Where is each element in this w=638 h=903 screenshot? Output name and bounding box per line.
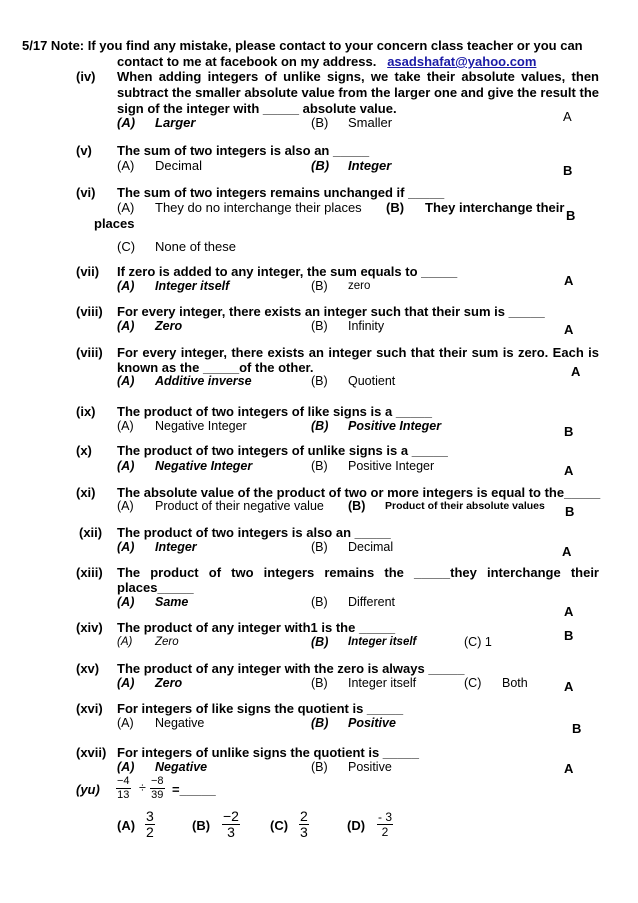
- question-text: The absolute value of the product of two or more integers is equal to the_____: [117, 485, 601, 500]
- option-b-text-continued: places: [94, 216, 135, 231]
- option-b-fraction: [222, 809, 240, 840]
- option-b-text: Smaller: [348, 115, 393, 130]
- option-a-numerator: 3: [146, 808, 154, 824]
- question-number: (xii): [79, 525, 103, 540]
- option-a-label: (A): [117, 200, 135, 215]
- option-d-numerator: - 3: [378, 810, 393, 824]
- question-text: places_____: [117, 580, 194, 595]
- option-b-text: zero: [348, 280, 371, 292]
- question-text: For integers of unlike signs the quotient is _____: [117, 745, 419, 760]
- question-text: subtract the smaller absolute value from the larger one and give the result the: [117, 85, 599, 100]
- option-a-label: (A): [117, 279, 135, 293]
- answer-key: A: [563, 109, 572, 124]
- fraction-1-numerator: −4: [117, 775, 130, 787]
- option-b-label: (B): [311, 374, 328, 388]
- option-a-label: (A): [117, 374, 135, 388]
- question-text: The product of two integers is also an _____: [117, 525, 391, 540]
- option-b-text: Positive Integer: [348, 459, 435, 473]
- question-number: (ix): [76, 404, 96, 419]
- fraction-2-denominator: 39: [151, 789, 164, 801]
- option-a-label: (A): [117, 760, 135, 774]
- option-a-label: (A): [117, 676, 135, 690]
- option-a-label: (A): [117, 459, 135, 473]
- option-a-text: Negative Integer: [155, 459, 253, 473]
- option-c: (C) 1: [464, 635, 492, 649]
- option-a-fraction: [145, 809, 155, 840]
- answer-key: A: [564, 463, 574, 478]
- answer-key: A: [564, 322, 574, 337]
- option-a-label: (A): [117, 540, 135, 554]
- option-b-label: (B): [311, 595, 328, 609]
- question-text: The product of any integer with the zero is always _____: [117, 661, 465, 676]
- option-a-label: (A): [117, 319, 135, 333]
- note-line-1: 5/17 Note: If you find any mistake, please contact to your concern class teacher or you can: [22, 38, 583, 53]
- option-d-fraction: [377, 810, 393, 839]
- option-a-text: Same: [155, 595, 189, 609]
- option-b-text: Product of their absolute values: [385, 500, 545, 512]
- option-b-label: (B): [311, 279, 328, 293]
- question-number: (viii): [76, 304, 103, 319]
- option-a-text: Integer itself: [155, 279, 230, 293]
- question-number: (xi): [76, 485, 96, 500]
- option-b-numerator: −2: [223, 808, 239, 824]
- option-c-label: (C): [270, 818, 289, 833]
- option-b-label: (B): [311, 760, 328, 774]
- option-a-text: Larger: [155, 115, 196, 130]
- answer-key: A: [564, 761, 574, 776]
- option-b-label: (B): [348, 499, 366, 513]
- option-c-label: (C): [117, 239, 136, 254]
- option-c-fraction: [299, 809, 309, 840]
- answer-key: A: [564, 679, 574, 694]
- option-c-numerator: 2: [300, 808, 308, 824]
- answer-key: B: [566, 208, 576, 223]
- question-text: For every integer, there exists an integer such that their sum is zero. Each is: [117, 345, 599, 360]
- question-number: (viii): [76, 345, 103, 360]
- question-text: sign of the integer with _____ absolute value.: [117, 101, 397, 116]
- option-b-label: (B): [192, 818, 211, 833]
- option-b-text: Quotient: [348, 374, 396, 388]
- fraction-2: [150, 775, 165, 802]
- answer-key: B: [563, 163, 573, 178]
- option-a-text: Additive inverse: [155, 374, 252, 388]
- option-a-label: (A): [117, 636, 133, 648]
- question-text: The sum of two integers remains unchanged if _____: [117, 185, 445, 200]
- question-text: The product of any integer with1 is the _____: [117, 620, 396, 635]
- option-b-label: (B): [311, 716, 329, 730]
- option-b-label: (B): [311, 459, 328, 473]
- question-number: (xiii): [76, 565, 103, 580]
- option-b-label: (B): [311, 540, 328, 554]
- question-text: The sum of two integers is also an _____: [117, 143, 370, 158]
- question-number: (xv): [76, 661, 100, 676]
- option-b-text: Infinity: [348, 319, 385, 333]
- email-link[interactable]: asadshafat@yahoo.com: [387, 54, 537, 69]
- option-a-label: (A): [117, 716, 134, 730]
- option-a-label: (A): [117, 115, 136, 130]
- option-c-text: None of these: [155, 239, 236, 254]
- option-b-text: Integer itself: [348, 636, 417, 648]
- option-a-text: Zero: [155, 319, 183, 333]
- option-a-text: Negative Integer: [155, 419, 247, 433]
- divide-symbol: ÷: [139, 781, 146, 795]
- question-text: The product of two integers remains the _____they interchange their: [117, 565, 599, 580]
- option-a-text: They do no interchange their places: [155, 200, 362, 215]
- equals-blank: =_____: [172, 782, 216, 797]
- question-text: The product of two integers of unlike signs is a _____: [117, 443, 448, 458]
- question-number: (xiv): [76, 620, 103, 635]
- answer-key: A: [564, 604, 574, 619]
- option-b-label: (B): [311, 676, 328, 690]
- fraction-1-denominator: 13: [117, 789, 130, 801]
- option-b-label: (B): [311, 158, 330, 173]
- option-a-text: Integer: [155, 540, 197, 554]
- answer-key: B: [572, 721, 582, 736]
- option-a-label: (A): [117, 499, 134, 513]
- option-b-text: They interchange their: [425, 200, 565, 215]
- question-number: (yu): [76, 782, 100, 797]
- option-a-denominator: 2: [146, 824, 154, 840]
- option-a-label: (A): [117, 158, 135, 173]
- question-number: (xvi): [76, 701, 103, 716]
- question-text: known as the _____of the other.: [117, 360, 314, 375]
- option-d-denominator: 2: [381, 825, 389, 839]
- option-a-label: (A): [117, 595, 135, 609]
- answer-key: B: [564, 424, 574, 439]
- option-b-denominator: 3: [227, 824, 235, 840]
- question-number: (iv): [76, 69, 96, 84]
- note-text: contact to me at facebook on my address.: [117, 54, 377, 69]
- option-b-label: (B): [311, 319, 328, 333]
- option-a-text: Negative: [155, 716, 205, 730]
- option-a-text: Zero: [155, 636, 179, 648]
- question-text: If zero is added to any integer, the sum equals to _____: [117, 264, 458, 279]
- fraction-2-numerator: −8: [151, 775, 164, 787]
- question-number: (xvii): [76, 745, 107, 760]
- question-text: When adding integers of unlike signs, we take their absolute values, then: [117, 69, 599, 84]
- question-number: (vii): [76, 264, 100, 279]
- question-text: The product of two integers of like signs is a _____: [117, 404, 432, 419]
- question-number: (x): [76, 443, 92, 458]
- option-b-label: (B): [311, 115, 329, 130]
- option-a-text: Product of their negative value: [155, 499, 324, 513]
- option-b-text: Integer itself: [348, 676, 417, 690]
- option-b-text: Different: [348, 595, 396, 609]
- question-text: For every integer, there exists an integer such that their sum is _____: [117, 304, 545, 319]
- note-line-2: [117, 54, 536, 69]
- option-d-label: (D): [347, 818, 366, 833]
- question-text: For integers of like signs the quotient is _____: [117, 701, 404, 716]
- option-b-label: (B): [311, 635, 329, 649]
- option-a-text: Negative: [155, 760, 208, 774]
- option-c-text: Both: [502, 676, 528, 690]
- option-b-label: (B): [386, 200, 405, 215]
- answer-key: B: [564, 628, 574, 643]
- question-number: (v): [76, 143, 92, 158]
- option-c-denominator: 3: [300, 824, 308, 840]
- option-b-text: Positive: [348, 760, 392, 774]
- option-c-label: (C): [464, 676, 482, 690]
- option-b-text: Decimal: [348, 540, 394, 554]
- answer-key: A: [571, 364, 581, 379]
- answer-key: B: [565, 504, 575, 519]
- option-b-label: (B): [311, 419, 329, 433]
- option-b-text: Positive Integer: [348, 419, 442, 433]
- option-a-label: (A): [117, 419, 134, 433]
- fraction-1: [116, 775, 131, 802]
- option-a-text: Decimal: [155, 158, 202, 173]
- option-b-text: Integer: [348, 158, 392, 173]
- question-number: (vi): [76, 185, 96, 200]
- answer-key: A: [564, 273, 574, 288]
- option-a-text: Zero: [155, 676, 183, 690]
- option-a-label: (A): [117, 818, 136, 833]
- answer-key: A: [562, 544, 572, 559]
- option-b-text: Positive: [348, 716, 396, 730]
